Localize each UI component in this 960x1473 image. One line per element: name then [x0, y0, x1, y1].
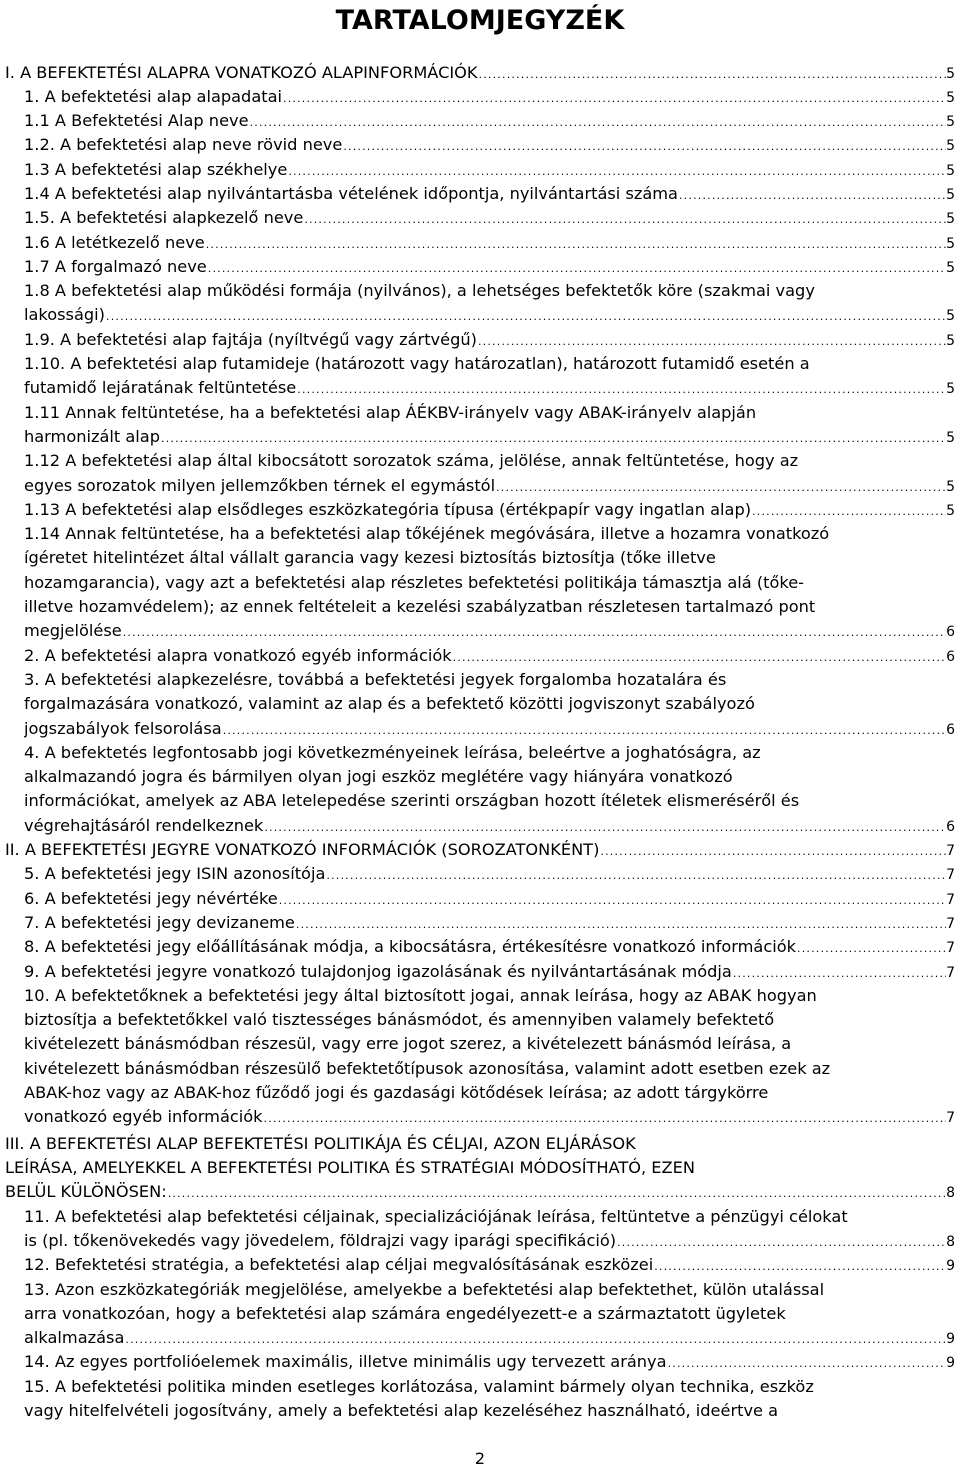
- toc-entry[interactable]: [24, 644, 955, 668]
- dot-leader: [124, 1328, 946, 1350]
- toc-entry-text: 1.7 A forgalmazó neve: [24, 256, 207, 276]
- toc-entry-text: illetve hozamvédelem); az ennek feltételeit a kezelési szabályzatban részletesen tartalmazó pont: [24, 597, 816, 617]
- toc-entry-text: kivételezett bánásmódban részesül, vagy erre jogot szerez, a kivételezett bánásmód leírása, a: [24, 1034, 792, 1054]
- toc-page-number: 7: [946, 940, 955, 957]
- toc-entry[interactable]: [24, 960, 955, 984]
- dot-leader: [263, 1107, 947, 1129]
- dot-leader: [599, 840, 946, 862]
- toc-entry-text: 13. Azon eszközkategóriák megjelölése, amelyekbe a befektetési alap befektethet, külön utalással: [24, 1279, 825, 1299]
- dot-leader: [263, 816, 946, 838]
- toc-entry[interactable]: [24, 449, 955, 498]
- toc-page-number: 5: [946, 114, 955, 131]
- toc-page-number: 7: [946, 891, 955, 908]
- toc-entry-text: LEÍRÁSA, AMELYEKKEL A BEFEKTETÉSI POLITIKA ÉS STRATÉGIAI MÓDOSÍTHATÓ, EZEN: [5, 1157, 695, 1177]
- toc-entry-text: 1. A befektetési alap alapadatai: [24, 86, 283, 106]
- toc-entry-text: 1.8 A befektetési alap működési formája (nyilvános), a lehetséges befektetők köre (szakmai vagy: [24, 281, 815, 301]
- toc-entry[interactable]: [24, 498, 955, 522]
- dot-leader: [495, 476, 946, 498]
- toc-entry-text: jogszabályok felsorolása: [24, 718, 222, 738]
- toc-page-number: 7: [946, 843, 955, 860]
- toc-page-number: 7: [946, 867, 955, 884]
- toc-entry-text: 10. A befektetőknek a befektetési jegy által biztosított jogai, annak leírása, hogy az ABAK hogyan: [24, 985, 817, 1005]
- toc-entry[interactable]: [24, 401, 955, 450]
- toc-page-number: 5: [946, 308, 955, 325]
- toc-entry-text: 6. A befektetési jegy névértéke: [24, 888, 278, 908]
- toc-page-number: 5: [946, 89, 955, 106]
- dot-leader: [325, 864, 946, 886]
- toc-entry-text: vagy hitelfelvételi jogosítvány, amely a befektetési alap kezeléséhez használható, ideértve a: [24, 1400, 779, 1420]
- toc-entry-text: egyes sorozatok milyen jellemzőkben térnek el egymástól: [24, 475, 496, 495]
- toc-entry-text: arra vonatkozóan, hogy a befektetési alap számára engedélyezett-e a származtatott ügyletek: [24, 1303, 786, 1323]
- toc-page-number: 5: [946, 502, 955, 519]
- toc-entry[interactable]: [24, 522, 955, 643]
- toc-entry[interactable]: [24, 862, 955, 886]
- toc-entry-text: alkalmazandó jogra és bármilyen olyan jogi eszköz meglétére vagy hiányára vonatkozó: [24, 767, 733, 787]
- toc-entry-text: 14. Az egyes portfolióelemek maximális, illetve minimális ugy tervezett aránya: [24, 1352, 667, 1372]
- toc-entry[interactable]: [24, 85, 955, 109]
- toc-entry[interactable]: [24, 279, 955, 328]
- toc-entry-text: 1.5. A befektetési alapkezelő neve: [24, 208, 304, 228]
- toc-entry-text: biztosítja a befektetőkkel való tisztességes bánásmódot, és amennyiben valamely befektető: [24, 1010, 775, 1030]
- toc-entry-text: 1.11 Annak feltüntetése, ha a befektetési alap ÁÉKBV-irányelv vagy ABAK-irányelv alapján: [24, 402, 757, 422]
- toc-entry[interactable]: [24, 255, 955, 279]
- dot-leader: [167, 1182, 946, 1204]
- toc-entry[interactable]: [24, 133, 955, 157]
- toc-page-number: 6: [946, 648, 955, 665]
- toc-page-number: 5: [946, 65, 955, 82]
- toc-page-number: 5: [946, 162, 955, 179]
- toc-entry-text: 1.1 A Befektetési Alap neve: [24, 111, 249, 131]
- toc-entry-text: 15. A befektetési politika minden esetleges korlátozása, valamint bármely olyan technika, eszköz: [24, 1376, 814, 1396]
- toc-entry-text: 1.2. A befektetési alap neve rövid neve: [24, 135, 343, 155]
- toc-page-number: 9: [946, 1355, 955, 1372]
- toc-entry-text: 11. A befektetési alap befektetési céljainak, specializációjának leírása, feltüntetve a pénzügyi célokat: [24, 1206, 848, 1226]
- toc-page-number: 7: [946, 1110, 955, 1127]
- toc-entry-text: 4. A befektetés legfontosabb jogi következményeinek leírása, beleértve a joghatóságra, az: [24, 742, 761, 762]
- toc-entry-text: 1.10. A befektetési alap futamideje (határozott vagy határozatlan), határozott futamidő esetén a: [24, 354, 810, 374]
- dot-leader: [282, 87, 946, 109]
- toc-entry[interactable]: [24, 1375, 955, 1424]
- toc-entry-text: III. A BEFEKTETÉSI ALAP BEFEKTETÉSI POLITIKÁJA ÉS CÉLJAI, AZON ELJÁRÁSOK: [5, 1133, 636, 1153]
- toc-entry[interactable]: [24, 182, 955, 206]
- toc-page-number: 5: [946, 211, 955, 228]
- toc-page-number: 9: [946, 1258, 955, 1275]
- page-title: TARTALOMJEGYZÉK: [335, 5, 625, 36]
- dot-leader: [616, 1231, 946, 1253]
- toc-entry[interactable]: [24, 668, 955, 741]
- toc-entry[interactable]: [24, 887, 955, 911]
- toc-entry[interactable]: [24, 741, 955, 838]
- toc-entry[interactable]: [24, 1350, 955, 1374]
- toc-entry-text: ABAK-hoz vagy az ABAK-hoz fűződő jogi és gazdasági kötődések leírása; az adott tárgykörre: [24, 1083, 769, 1103]
- toc-entry-text: végrehajtásáról rendelkeznek: [24, 815, 264, 835]
- toc-page-number: 5: [946, 478, 955, 495]
- toc-page-number: 7: [946, 916, 955, 932]
- dot-leader: [678, 184, 946, 206]
- dot-leader: [122, 621, 946, 643]
- toc-entry-text: 1.14 Annak feltüntetése, ha a befektetési alap tőkéjének megóvására, illetve a hozamra vonatkozó: [24, 524, 830, 544]
- toc-entry-text: 2. A befektetési alapra vonatkozó egyéb információk: [24, 645, 452, 665]
- toc-entry-text: II. A BEFEKTETÉSI JEGYRE VONATKOZÓ INFORMÁCIÓK (SOROZATONKÉNT): [5, 840, 600, 860]
- dot-leader: [478, 63, 947, 85]
- dot-leader: [751, 500, 946, 522]
- toc-entry[interactable]: [5, 1132, 955, 1205]
- toc-entry-text: 12. Befektetési stratégia, a befektetési alap céljai megvalósításának eszközei: [24, 1255, 654, 1275]
- toc-entry-text: 1.3 A befektetési alap székhelye: [24, 159, 288, 179]
- toc-entry-text: futamidő lejáratának feltüntetése: [24, 378, 297, 398]
- dot-leader: [287, 160, 946, 182]
- toc-entry-text: I. A BEFEKTETÉSI ALAPRA VONATKOZÓ ALAPINFORMÁCIÓK: [5, 62, 478, 82]
- toc-entry[interactable]: [24, 1278, 955, 1351]
- toc-entry[interactable]: [24, 984, 955, 1130]
- dot-leader: [222, 719, 946, 741]
- toc-entry[interactable]: [5, 838, 955, 862]
- toc-entry-text: 1.9. A befektetési alap fajtája (nyíltvégű vagy zártvégű): [24, 329, 477, 349]
- toc-entry-text: 1.4 A befektetési alap nyilvántartásba vételének időpontja, nyilvántartási száma: [24, 184, 678, 203]
- toc-entry-text: 1.12 A befektetési alap által kibocsátott sorozatok száma, jelölése, annak feltüntetése, hogy az: [24, 451, 799, 471]
- toc-entry-text: lakossági): [24, 305, 105, 325]
- toc-entry-text: 5. A befektetési jegy ISIN azonosítója: [24, 864, 326, 884]
- toc-page-number: 9: [946, 1331, 955, 1348]
- toc-entry-text: 1.6 A letétkezelő neve: [24, 232, 205, 252]
- toc-entry-text: harmonizált alap: [24, 426, 160, 446]
- toc-entry[interactable]: [24, 328, 955, 352]
- toc-page-number: 5: [946, 187, 955, 203]
- toc-entry[interactable]: [24, 158, 955, 182]
- toc-page-number: 5: [946, 429, 955, 446]
- toc-page-number: 6: [946, 818, 955, 835]
- toc-entry[interactable]: [24, 1205, 955, 1254]
- toc-page-number: 8: [946, 1185, 955, 1202]
- toc-entry[interactable]: [24, 352, 955, 401]
- toc-entry-text: hozamgarancia), vagy azt a befektetési alap részletes befektetési politikája támasztja alá (tőke-: [24, 572, 805, 592]
- dot-leader: [295, 913, 946, 935]
- toc-entry[interactable]: [24, 1253, 955, 1277]
- toc-entry-text: információkat, amelyek az ABA letelepedése szerinti országban hozott ítéletek elismeréséről és: [24, 791, 800, 811]
- toc-entry-text: alkalmazása: [24, 1328, 125, 1348]
- toc-entry[interactable]: [24, 231, 955, 255]
- dot-leader: [105, 305, 946, 327]
- toc-entry-text: kivételezett bánásmódban részesülő befektetőtípusok azonosítása, valamint adott esetben ezek az: [24, 1058, 831, 1078]
- dot-leader: [278, 889, 946, 911]
- dot-leader: [667, 1352, 947, 1374]
- dot-leader: [205, 233, 946, 255]
- dot-leader: [296, 378, 946, 400]
- toc-page-number: 6: [946, 624, 955, 641]
- toc-entry[interactable]: [5, 61, 955, 85]
- toc-page-number: 5: [946, 332, 955, 349]
- toc-entry[interactable]: [24, 911, 955, 935]
- dot-leader: [477, 330, 946, 352]
- toc-entry-text: megjelölése: [24, 621, 122, 641]
- toc-entry-text: 1.13 A befektetési alap elsődleges eszközkategória típusa (értékpapír vagy ingatlan alap): [24, 499, 752, 519]
- toc-entry-text: 3. A befektetési alapkezelésre, továbbá a befektetési jegyek forgalomba hozatalára és: [24, 670, 727, 689]
- dot-leader: [303, 208, 946, 230]
- toc-page-number: 7: [946, 964, 955, 981]
- dot-leader: [796, 937, 946, 959]
- toc-page-number: 5: [946, 138, 955, 155]
- dot-leader: [207, 257, 946, 279]
- toc-entry-text: BELÜL KÜLÖNÖSEN:: [5, 1182, 167, 1202]
- toc-entry-text: 8. A befektetési jegy előállításának módja, a kibocsátásra, értékesítésre vonatkozó információk: [24, 937, 797, 957]
- page-number: 2: [474, 1449, 486, 1468]
- toc-entry-text: vonatkozó egyéb információk: [24, 1107, 263, 1127]
- toc-page-number: 6: [946, 721, 955, 738]
- toc-entry[interactable]: [24, 206, 955, 230]
- toc-entry-text: 7. A befektetési jegy devizaneme: [24, 913, 295, 932]
- toc-page-number: 5: [946, 235, 955, 252]
- toc-page-number: 8: [946, 1233, 955, 1250]
- dot-leader: [249, 111, 947, 133]
- dot-leader: [160, 427, 946, 449]
- toc-page-number: 5: [946, 381, 955, 398]
- toc-entry-text: is (pl. tőkenövekedés vagy jövedelem, földrajzi vagy iparági specifikáció): [24, 1230, 617, 1250]
- dot-leader: [653, 1255, 946, 1277]
- toc-page-number: 5: [946, 259, 955, 276]
- dot-leader: [342, 135, 946, 157]
- toc-entry-text: 9. A befektetési jegyre vonatkozó tulajdonjog igazolásának és nyilvántartásának módja: [24, 961, 732, 981]
- toc-entry-text: ígéretet hitelintézet által vállalt garancia vagy kezesi biztosítás biztosítja (tőke illetve: [24, 548, 716, 568]
- toc-entry[interactable]: [24, 109, 955, 133]
- dot-leader: [732, 962, 946, 984]
- toc-entry-text: forgalmazására vonatkozó, valamint az alap és a befektető közötti jogviszonyt szabályozó: [24, 694, 755, 714]
- toc-entry[interactable]: [24, 935, 955, 959]
- dot-leader: [452, 646, 946, 668]
